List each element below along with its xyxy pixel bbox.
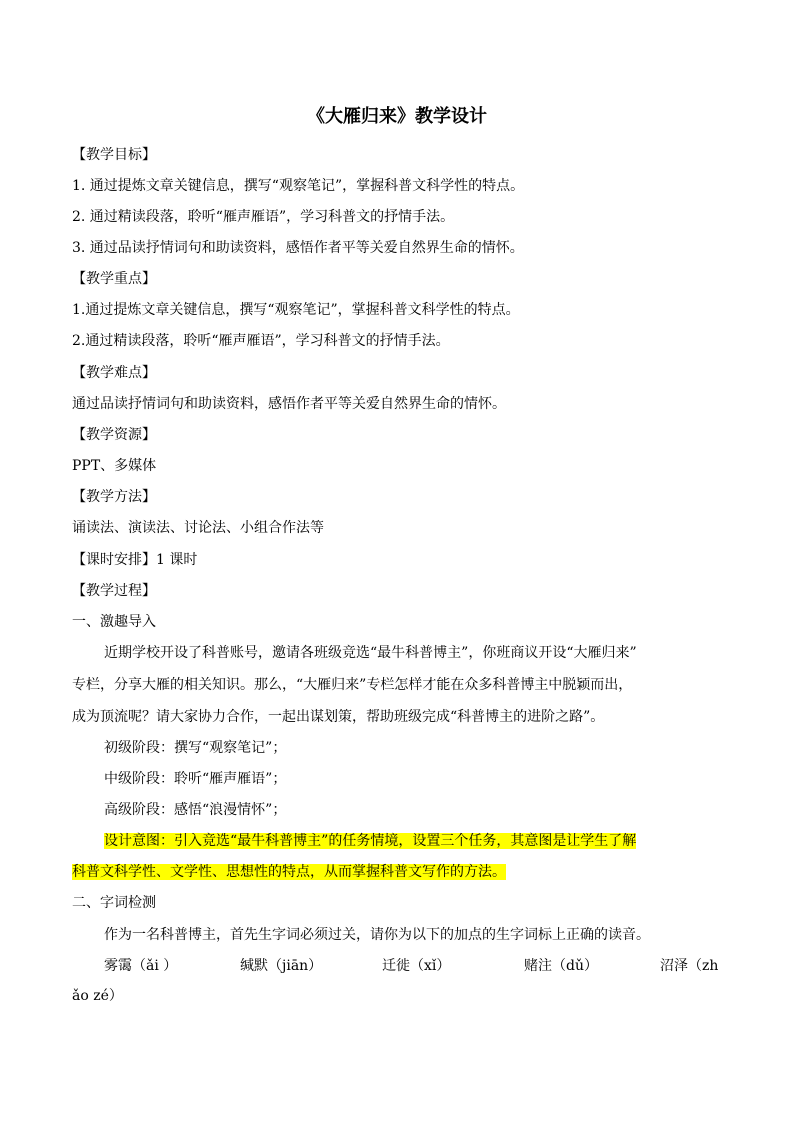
intro-paragraph-line-1: 近期学校开设了科普账号，邀请各班级竞选“最牛科普博主”，你班商议开设“大雁归来”: [104, 645, 637, 661]
goal-item-3: 3. 通过品读抒情词句和助读资料，感悟作者平等关爱自然界生命的情怀。: [72, 240, 524, 256]
process-section-2-heading: 二、字词检测: [72, 895, 156, 911]
intro-paragraph-line-3: 成为顶流呢？请大家协力合作，一起出谋划策，帮助班级完成“科普博主的进阶之路”。: [72, 709, 605, 725]
vocab-word-5-continuation: ǎo zé）: [72, 988, 123, 1004]
section-heading-methods: 【教学方法】: [72, 489, 156, 505]
methods-text: 诵读法、演读法、讨论法、小组合作法等: [72, 520, 324, 536]
vocab-word-5: 沼泽（zh: [660, 958, 719, 974]
section-heading-key-points: 【教学重点】: [72, 271, 156, 287]
resources-text: PPT、多媒体: [72, 458, 157, 474]
section-heading-process: 【教学过程】: [72, 583, 156, 599]
vocab-word-3: 迁徙（xǐ）: [382, 958, 451, 974]
section-heading-goals: 【教学目标】: [72, 147, 156, 163]
design-intent-highlight-1: 设计意图：引入竞选“最牛科普博主”的任务情境，设置三个任务，其意图是让学生了解: [104, 833, 637, 849]
vocab-word-4: 赌注（dǔ）: [524, 958, 598, 974]
section-heading-resources: 【教学资源】: [72, 427, 156, 443]
intro-paragraph-line-2: 专栏，分享大雁的相关知识。那么，“大雁归来”专栏怎样才能在众多科普博主中脱颖而出，: [72, 677, 633, 693]
design-intent-line-1: [104, 831, 636, 851]
goal-item-1: 1. 通过提炼文章关键信息，撰写“观察笔记”，掌握科普文科学性的特点。: [72, 178, 525, 194]
vocab-word-1: 雾霭（ǎi ）: [104, 958, 178, 974]
schedule-text: 【课时安排】1 课时: [72, 552, 198, 568]
process-section-1-heading: 一、激趣导入: [72, 614, 156, 630]
goal-item-2: 2. 通过精读段落，聆听“雁声雁语”，学习科普文的抒情手法。: [72, 209, 455, 225]
section-heading-difficulty: 【教学难点】: [72, 365, 156, 381]
stage-item-1: 初级阶段：撰写“观察笔记”；: [104, 740, 287, 756]
stage-item-2: 中级阶段：聆听“雁声雁语”；: [104, 771, 287, 787]
design-intent-highlight-2: 科普文科学性、文学性、思想性的特点，从而掌握科普文写作的方法。: [72, 864, 506, 880]
stage-item-3: 高级阶段：感悟“浪漫情怀”；: [104, 802, 287, 818]
design-intent-line-2: [72, 862, 506, 882]
key-point-item-2: 2.通过精读段落，聆听“雁声雁语”，学习科普文的抒情手法。: [72, 333, 450, 349]
vocab-intro: 作为一名科普博主，首先生字词必须过关，请你为以下的加点的生字词标上正确的读音。: [104, 927, 650, 943]
page-title: 《大雁归来》教学设计: [307, 106, 487, 127]
key-point-item-1: 1.通过提炼文章关键信息，撰写“观察笔记”，掌握科普文科学性的特点。: [72, 302, 520, 318]
difficulty-text: 通过品读抒情词句和助读资料，感悟作者平等关爱自然界生命的情怀。: [72, 396, 506, 412]
vocab-word-2: 缄默（jiān）: [240, 958, 323, 974]
